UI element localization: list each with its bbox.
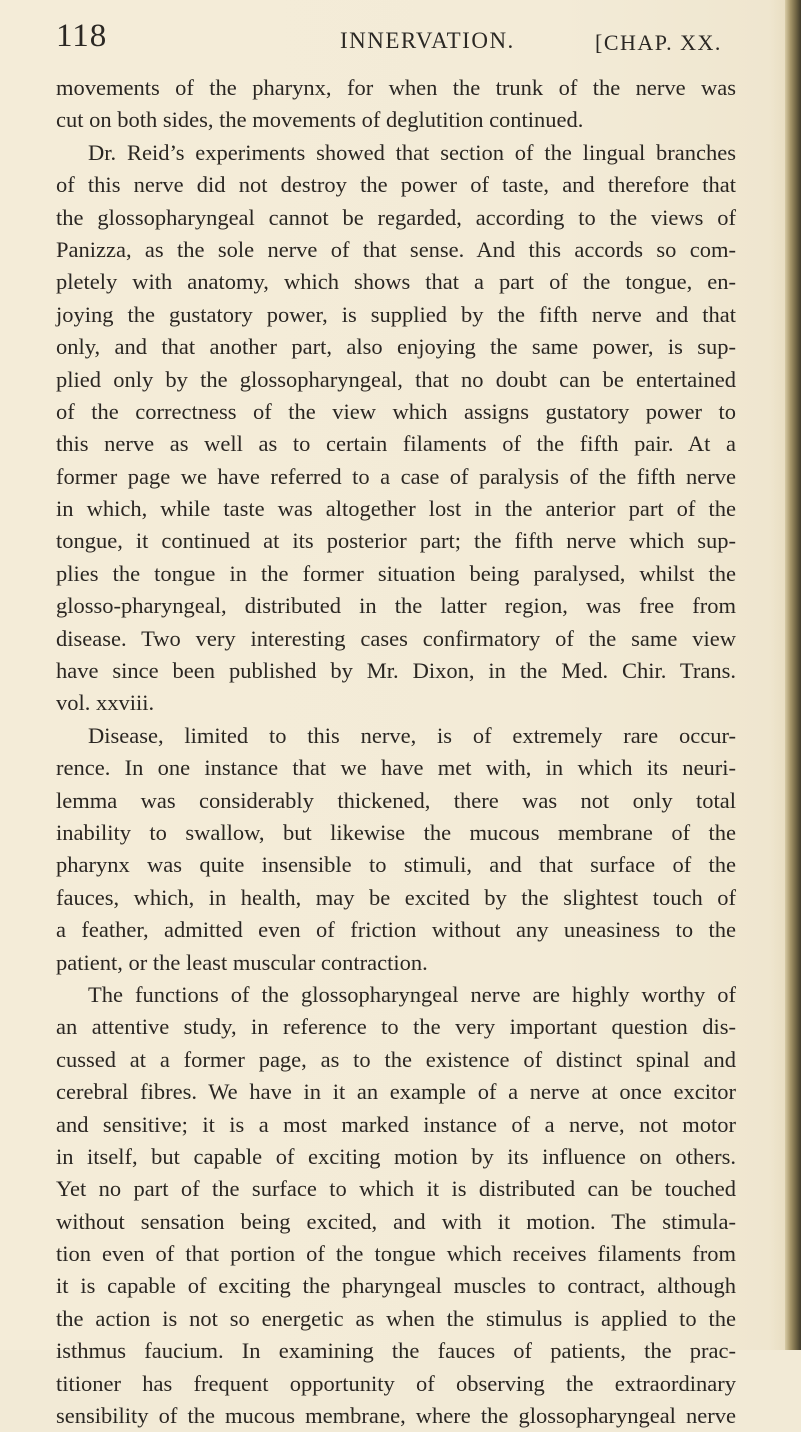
- text-line: only, and that another part, also enjoying the same power, is sup-: [56, 334, 736, 360]
- text-line: isthmus faucium. In examining the fauces of patients, the prac-: [56, 1338, 736, 1364]
- text-line: plies the tongue in the former situation being paralysed, whilst the: [56, 560, 736, 586]
- text-line: joying the gustatory power, is supplied by the fifth nerve and that: [56, 301, 736, 327]
- text-line: tion even of that portion of the tongue which receives filaments from: [56, 1241, 736, 1267]
- text-line: pletely with anatomy, which shows that a part of the tongue, en-: [56, 269, 736, 295]
- text-line: sensibility of the mucous membrane, where the glossopharyngeal nerve: [56, 1403, 736, 1429]
- text-line: fauces, which, in health, may be excited by the slightest touch of: [56, 884, 736, 910]
- text-line: pharynx was quite insensible to stimuli, and that surface of the: [56, 852, 736, 878]
- text-line: disease. Two very interesting cases confirmatory of the same view: [56, 625, 736, 651]
- text-line: vol. xxviii.: [56, 690, 155, 716]
- text-line: the action is not so energetic as when the stimulus is applied to the: [56, 1305, 736, 1331]
- page-header: [0, 18, 801, 68]
- text-line: titioner has frequent opportunity of observing the extraordinary: [56, 1370, 736, 1396]
- text-line: cerebral fibres. We have in it an example of a nerve at once excitor: [56, 1079, 736, 1105]
- text-line: plied only by the glossopharyngeal, that no doubt can be entertained: [56, 366, 736, 392]
- text-line: rence. In one instance that we have met with, in which its neuri-: [56, 755, 736, 781]
- text-line: it is capable of exciting the pharyngeal muscles to contract, although: [56, 1273, 736, 1299]
- text-line: an attentive study, in reference to the very important question dis-: [56, 1014, 736, 1040]
- text-line: Yet no part of the surface to which it is distributed can be touched: [56, 1176, 736, 1202]
- text-line: movements of the pharynx, for when the trunk of the nerve was: [56, 75, 736, 100]
- text-line: and sensitive; it is a most marked instance of a nerve, not motor: [56, 1111, 736, 1137]
- text-line: in itself, but capable of exciting motion by its influence on others.: [56, 1143, 736, 1169]
- text-line: this nerve as well as to certain filaments of the fifth pair. At a: [56, 431, 736, 457]
- body-text: [56, 72, 736, 1432]
- text-line: inability to swallow, but likewise the mucous membrane of the: [56, 819, 736, 845]
- text-line: cussed at a former page, as to the existence of distinct spinal and: [56, 1046, 736, 1072]
- text-line: patient, or the least muscular contraction.: [56, 949, 428, 975]
- text-line: in which, while taste was altogether lost in the anterior part of the: [56, 496, 736, 522]
- text-line: Dr. Reid’s experiments showed that section of the lingual branches: [88, 139, 736, 165]
- running-head: INNERVATION.: [340, 28, 515, 53]
- text-line: cut on both sides, the movements of deglutition continued.: [56, 107, 584, 133]
- text-line: glosso-pharyngeal, distributed in the latter region, was free from: [56, 593, 736, 619]
- text-line: Panizza, as the sole nerve of that sense. And this accords so com-: [56, 236, 736, 262]
- text-line: tongue, it continued at its posterior part; the fifth nerve which sup-: [56, 528, 736, 554]
- text-line: without sensation being excited, and with it motion. The stimula-: [56, 1208, 736, 1234]
- text-line: The functions of the glossopharyngeal nerve are highly worthy of: [88, 981, 736, 1007]
- text-line: of this nerve did not destroy the power of taste, and therefore that: [56, 172, 736, 198]
- text-line: Disease, limited to this nerve, is of extremely rare occur-: [88, 722, 736, 748]
- chapter-reference: [CHAP. XX.: [595, 30, 722, 55]
- text-line: of the correctness of the view which assigns gustatory power to: [56, 398, 736, 424]
- text-line: lemma was considerably thickened, there was not only total: [56, 787, 736, 813]
- text-line: the glossopharyngeal cannot be regarded, according to the views of: [56, 204, 736, 230]
- page-number: 118: [56, 18, 108, 54]
- page-binding-edge: [785, 0, 801, 1350]
- text-line: former page we have referred to a case of paralysis of the fifth nerve: [56, 463, 736, 489]
- text-line: a feather, admitted even of friction without any uneasiness to the: [56, 917, 736, 943]
- text-line: have since been published by Mr. Dixon, in the Med. Chir. Trans.: [56, 658, 736, 684]
